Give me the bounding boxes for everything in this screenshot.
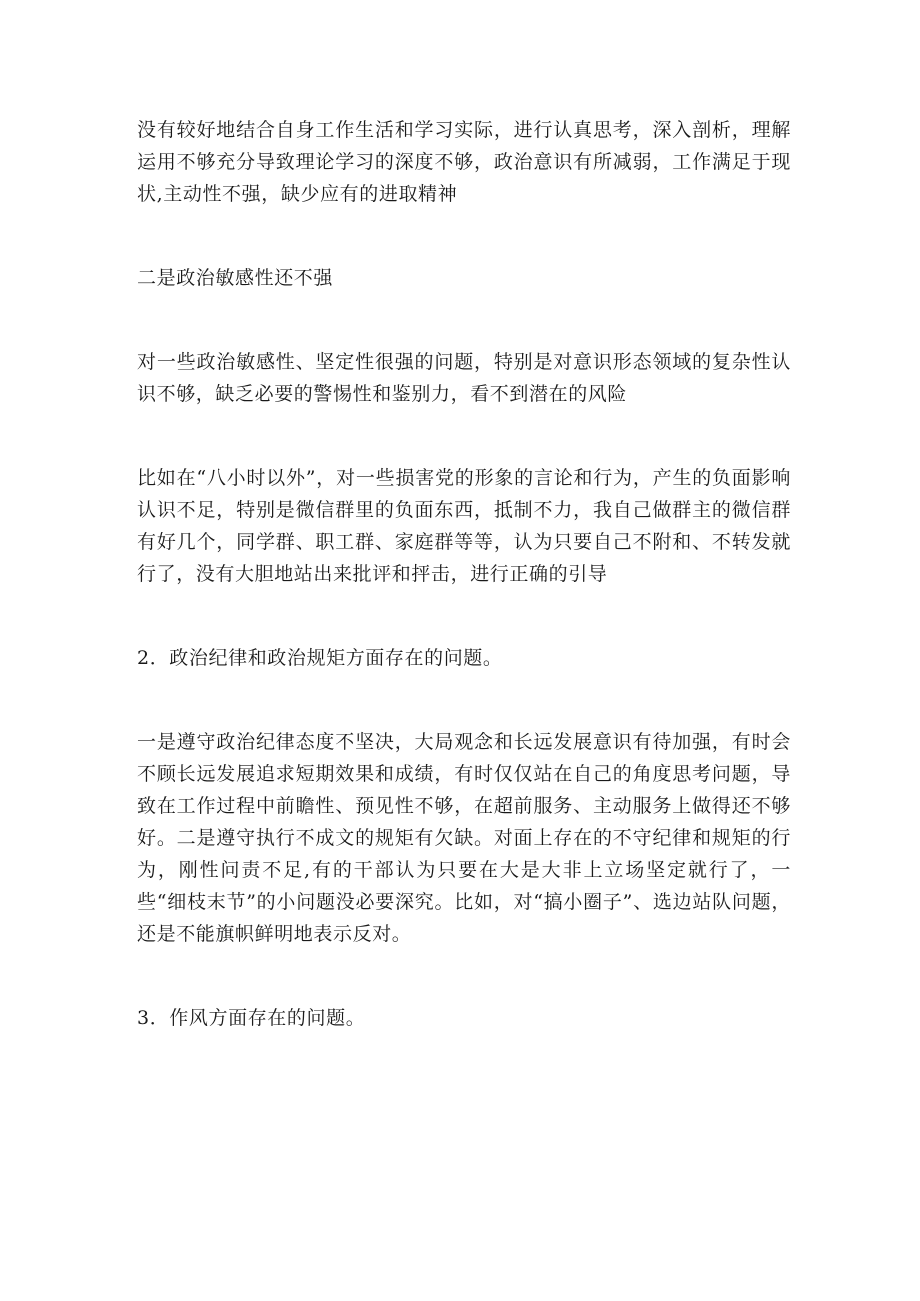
- section-heading-discipline: 2．政治纪律和政治规矩方面存在的问题。: [137, 647, 503, 669]
- section-heading-work-style: 3．作风方面存在的问题。: [137, 1007, 366, 1029]
- paragraph-ideology-awareness: 对一些政治敏感性、坚定性很强的问题，特别是对意识形态领域的复杂性认识不够，缺乏必要的警惕性和鉴别力，看不到潜在的风险: [137, 351, 791, 405]
- document-body: [137, 114, 791, 1034]
- paragraph-discipline-issues: 一是遵守政治纪律态度不坚决，大局观念和长远发展意识有待加强，有时会不顾长远发展追求短期效果和成绩，有时仅仅站在自己的角度思考问题，导致在工作过程中前瞻性、预见性不够，在超前服务、主动服务上做得还不够好。二是遵守执行不成文的规矩有欠缺。对面上存在的不守纪律和规矩的行为，刚性问责不足,有的干部认为只要在大是大非上立场坚定就行了，一些“细枝末节”的小问题没必要深究。比如，对“搞小圈子”、选边站队问题，还是不能旗帜鲜明地表示反对。: [137, 731, 791, 945]
- paragraph-wechat-groups: 比如在“八小时以外”，对一些损害党的形象的言论和行为，产生的负面影响认识不足，特别是微信群里的负面东西，抵制不力，我自己做群主的微信群有好几个，同学群、职工群、家庭群等等，认为只要自己不附和、不转发就行了，没有大胆地站出来批评和抨击，进行正确的引导: [137, 467, 791, 585]
- paragraph-theory-study: 没有较好地结合自身工作生活和学习实际，进行认真思考，深入剖析，理解运用不够充分导致理论学习的深度不够，政治意识有所减弱，工作满足于现状,主动性不强，缺少应有的进取精神: [137, 119, 791, 205]
- subheading-political-sensitivity: 二是政治敏感性还不强: [137, 267, 334, 289]
